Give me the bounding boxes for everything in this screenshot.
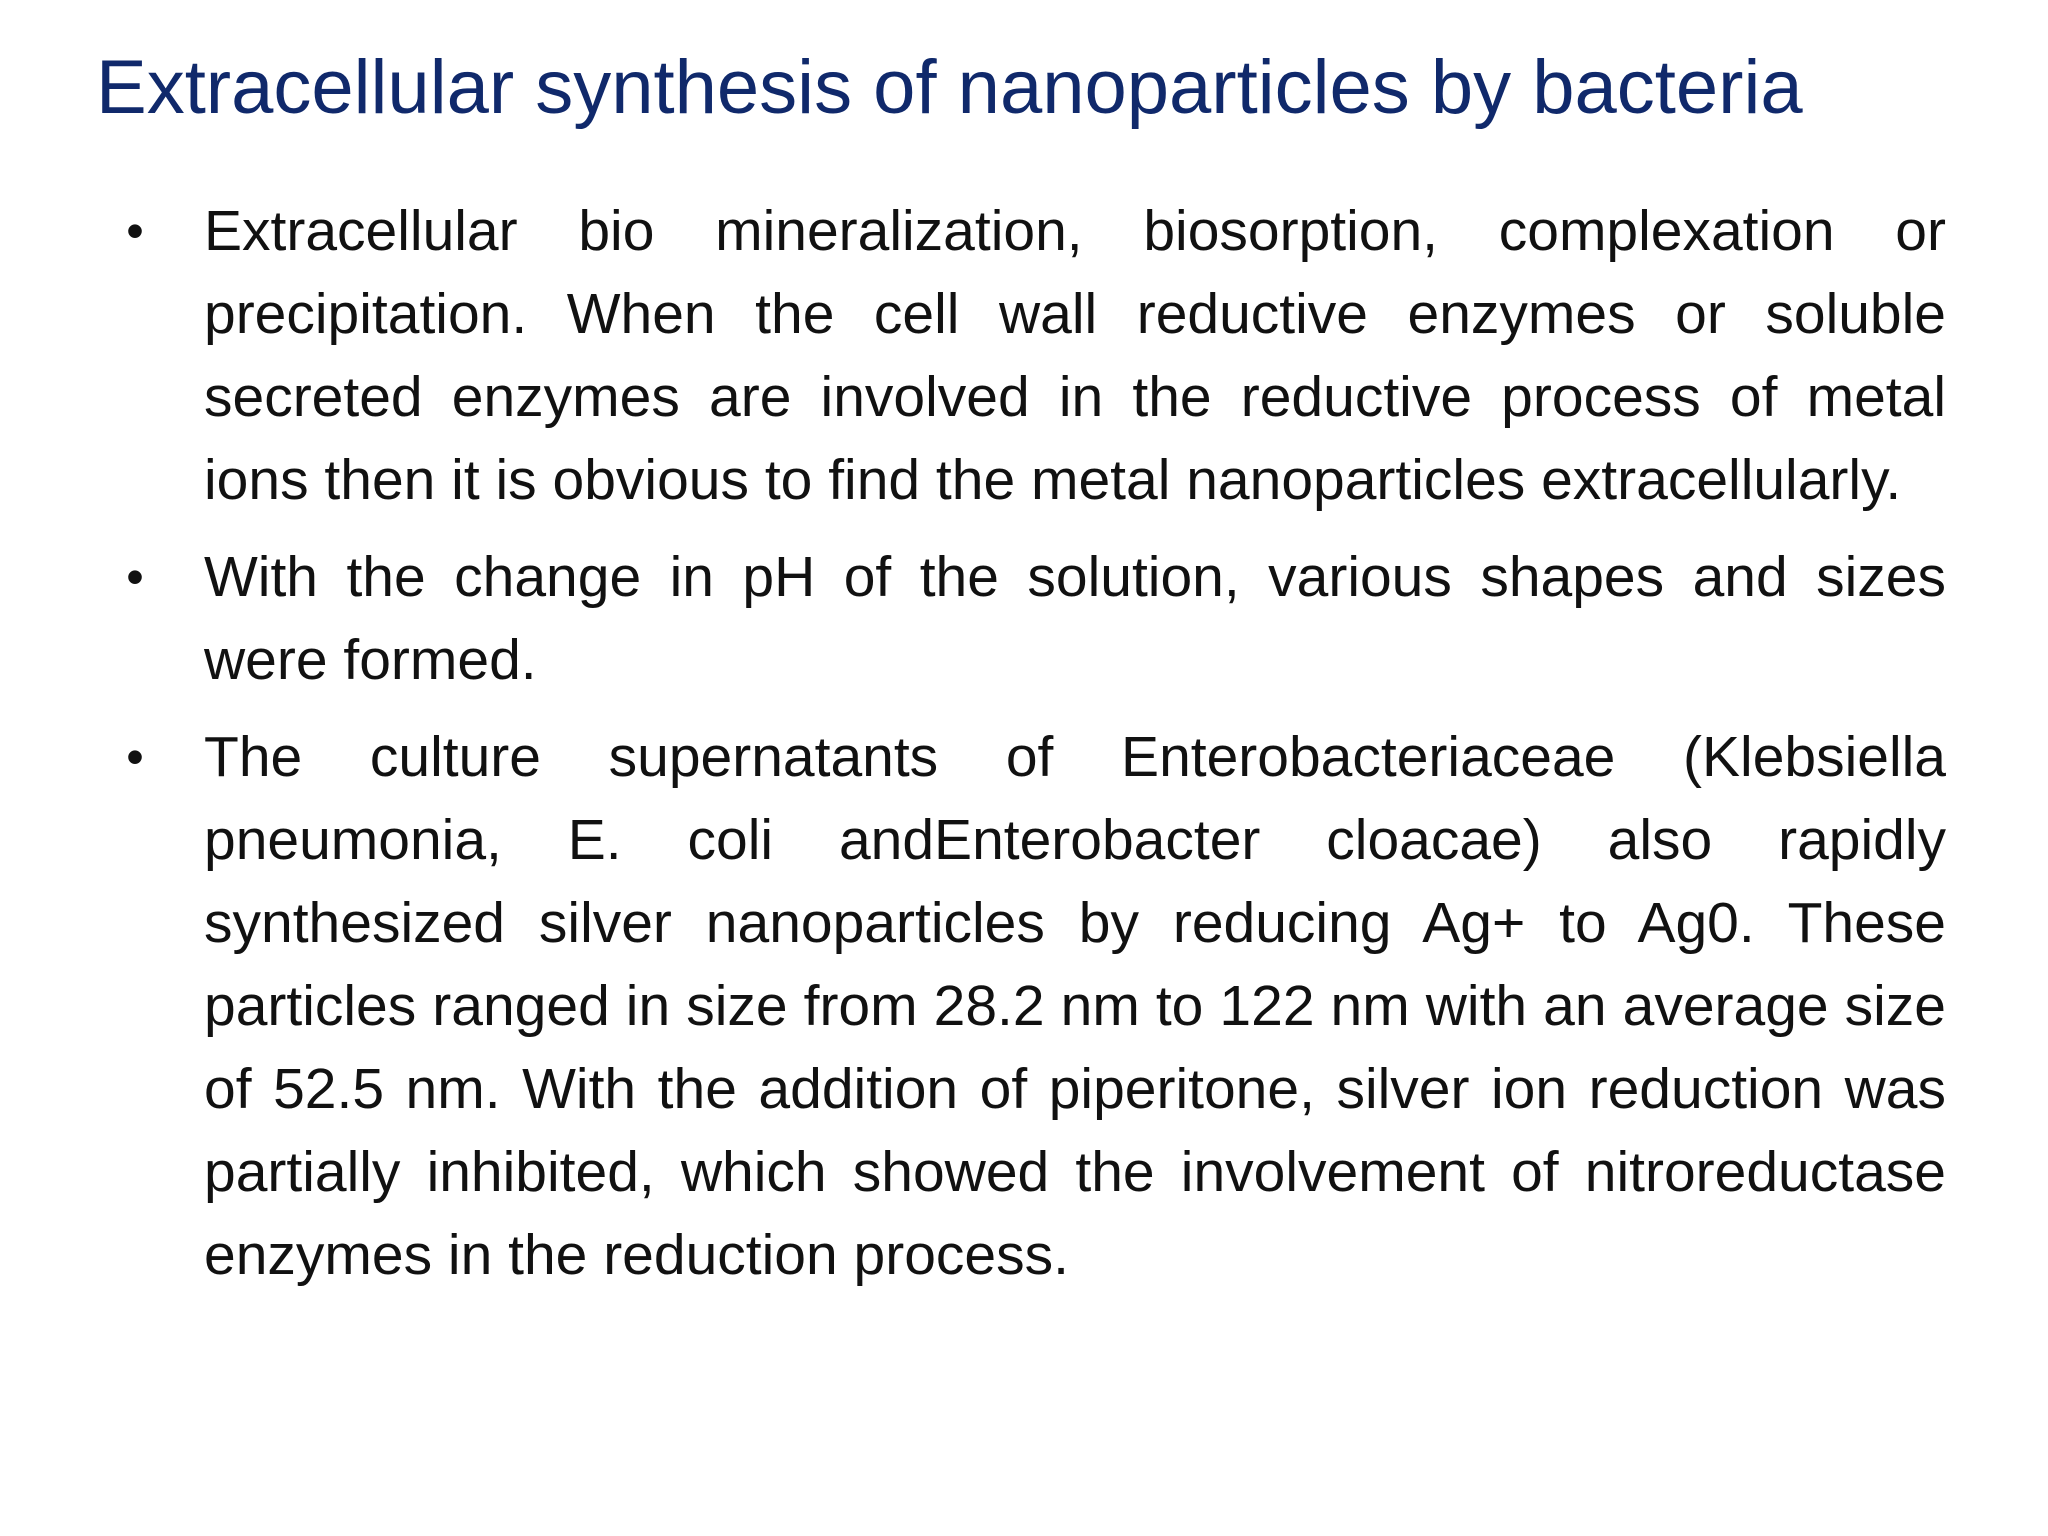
bullet-item bbox=[120, 716, 1946, 1297]
bullet-text: The culture supernatants of Enterobacteriaceae (Klebsiella pneumonia, E. coli andEnterobacter cloacae) also rapidly synthesized silver nanoparticles by reducing Ag+ to Ag0. These particles ranged in size from 28.2 nm to 122 nm with an average size of 52.5 nm. With the addition of piperitone, silver ion reduction was partially inhibited, which showed the involvement of nitroreductase enzymes in the reduction process. bbox=[204, 725, 1946, 1287]
bullet-icon: • bbox=[126, 729, 144, 785]
bullet-text: With the change in pH of the solution, various shapes and sizes were formed. bbox=[204, 545, 1946, 692]
slide-title: Extracellular synthesis of nanoparticles by bacteria bbox=[96, 45, 1803, 130]
bullet-list bbox=[120, 190, 1946, 1311]
bullet-item bbox=[120, 190, 1946, 522]
bullet-text: Extracellular bio mineralization, biosorption, complexation or precipitation. When the cell wall reductive enzymes or soluble secreted enzymes are involved in the reductive process of metal ions then it is obvious to find the metal nanoparticles extracellularly. bbox=[204, 199, 1946, 512]
bullet-item bbox=[120, 536, 1946, 702]
bullet-icon: • bbox=[126, 203, 144, 259]
bullet-icon: • bbox=[126, 549, 144, 605]
